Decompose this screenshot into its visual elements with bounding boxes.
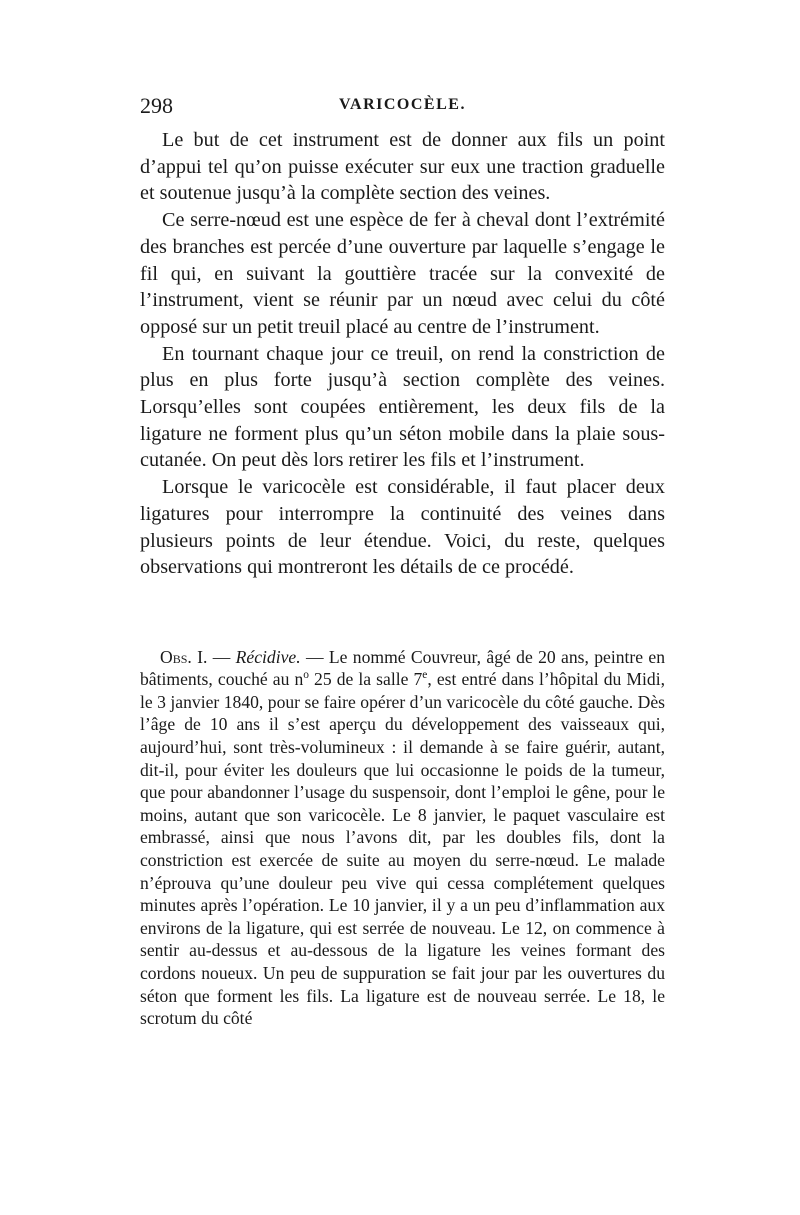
observation-dash: — <box>207 646 236 667</box>
page-number: 298 <box>140 93 173 118</box>
paragraph-2: Ce serre-nœud est une espèce de fer à cheval dont l’extrémité des branches est percée d’une ouverture par laquelle s’engage le fil qui, en suivant la gouttière tracée sur la convexité de l’instrument, vient se réunir par un nœud avec celui du côté opposé sur un petit treuil placé au centre de l’instrument. <box>140 209 665 338</box>
ordinal-superscript: e <box>422 669 428 682</box>
paragraph-1: Le but de cet instrument est de donner aux fils un point d’appui tel qu’on puisse exécuter sur eux une traction graduelle et soutenue jusqu’à la complète section des veines. <box>140 129 665 205</box>
observation-text-2: 25 de la salle 7 <box>308 669 423 690</box>
paragraph-4: Lorsque le varicocèle est considérable, il faut placer deux ligatures pour interrompre la continuité des veines dans plusieurs points de leur étendue. Voici, du reste, quelques observations qui montreront les détails de ce procédé. <box>140 476 665 579</box>
observation-text-1: — Le nommé Couvreur, âgé de 20 ans, peintre en bâtiments, couché au n <box>140 646 666 690</box>
observation-text-3: , est entré dans l’hôpital du Midi, le 3 janvier 1840, pour se faire opérer d’un varicocèle du côté gauche. Dès l’âge de 10 ans il s’est aperçu du développement des vaisseaux qui, aujourd’hui, sont très-volumineux : il demande à se faire guérir, autant, dit-il, pour éviter les douleurs que lui occasionne le poids de la tumeur, que pour abandonner l’usage du suspensoir, dont l’emploi le gêne, pour le moins, autant que son varicocèle. Le 8 janvier, le paquet vasculaire est embrassé, ainsi que nous l’avons dit, par les doubles fils, dont la constriction est exercée de suite au moyen du serre-nœud. Le malade n’éprouva qu’une douleur peu vive qui cessa complétement quelques minutes après l’opération. Le 10 janvier, il y a un peu d’inflammation aux environs de la ligature, qui est serrée de nouveau. Le 12, on commence à sentir au-dessus et au-dessous de la ligature les veines formant des cordons noueux. Un peu de suppuration se fait jour par les ouvertures du séton que forment les fils. La ligature est de nouveau serrée. Le 18, le scrotum du côté <box>140 669 665 1029</box>
main-text <box>140 127 665 581</box>
running-head: VARICOCÈLE. <box>339 96 466 113</box>
observation-label: Obs. I. <box>160 646 208 667</box>
paragraph-3: En tournant chaque jour ce treuil, on rend la constriction de plus en plus forte jusqu’à section complète des veines. Lorsqu’elles sont coupées entièrement, les deux fils de la ligature ne forment plus qu’un séton mobile dans la plaie sous-cutanée. On peut dès lors retirer les fils et l’instrument. <box>140 342 665 472</box>
observation-paragraph <box>140 646 665 1030</box>
page-header <box>140 93 665 123</box>
observation-title: Récidive. <box>235 646 301 667</box>
numero-superscript: o <box>303 669 309 682</box>
